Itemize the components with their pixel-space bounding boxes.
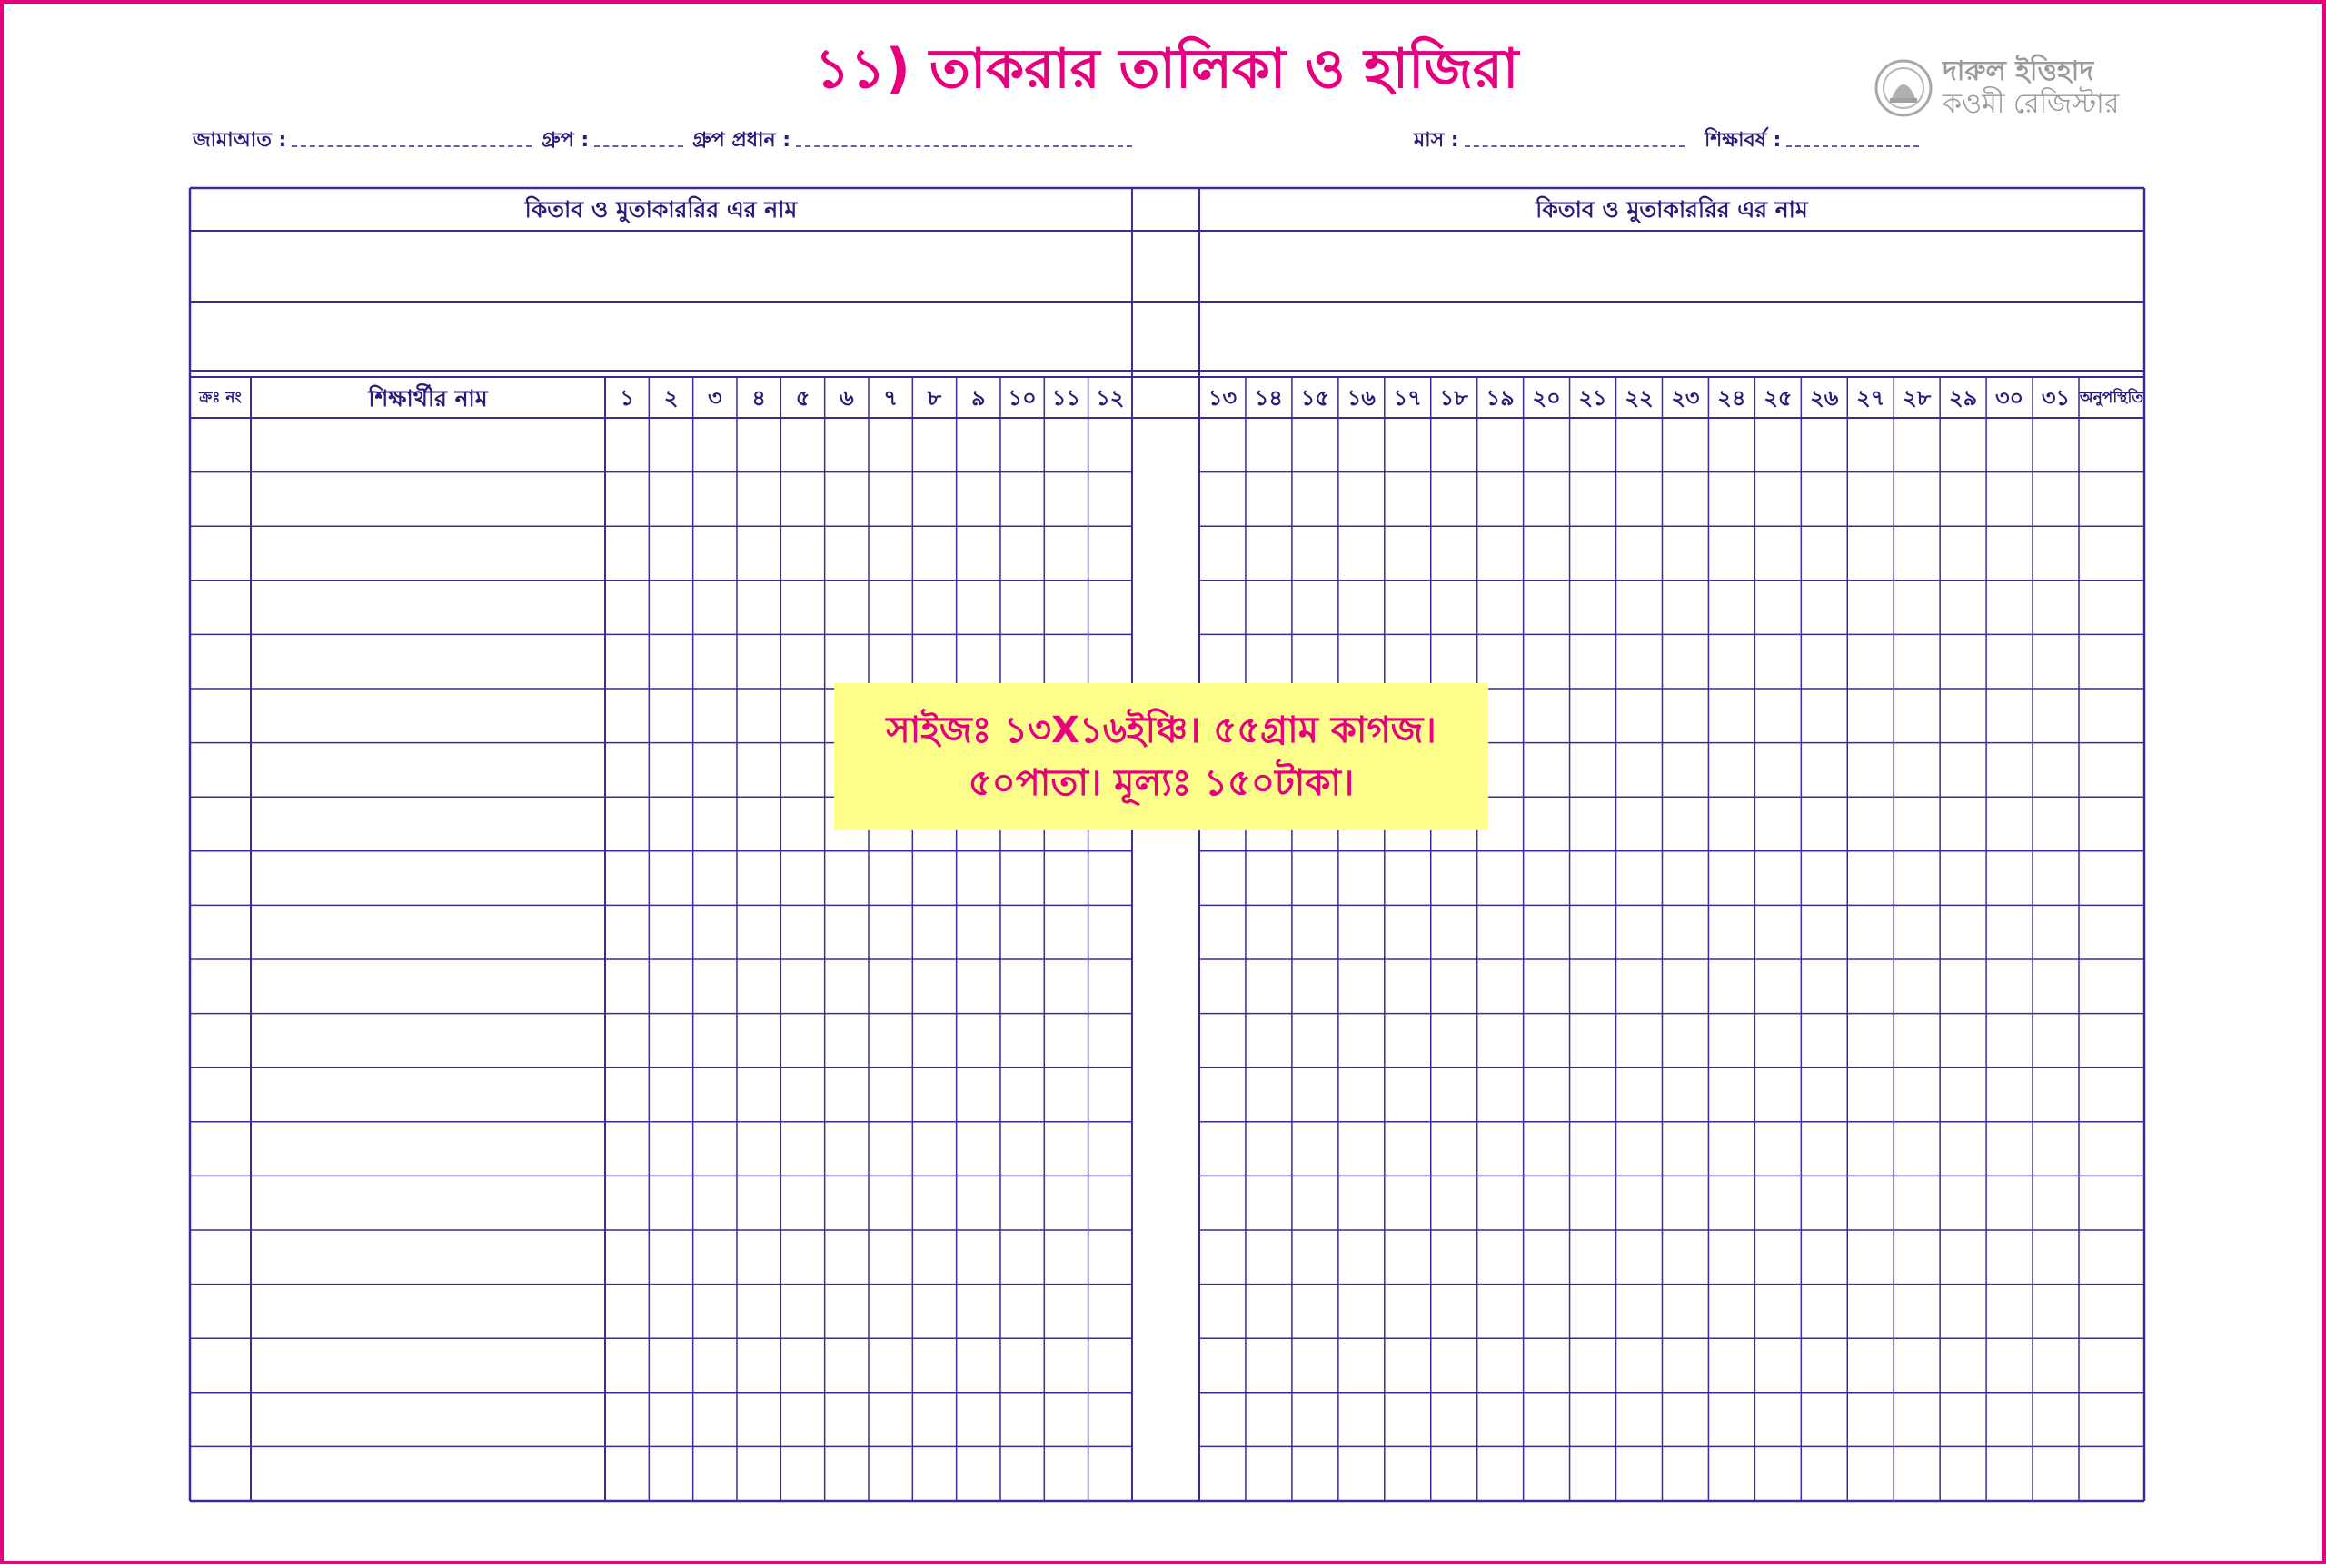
group-label: গ্রুপ : — [542, 129, 590, 152]
year-label: শিক্ষাবর্ষ : — [1705, 129, 1782, 152]
day-header-1: ১ — [620, 385, 634, 411]
day-header-24: ২৪ — [1717, 385, 1746, 411]
day-header-9: ৯ — [971, 385, 986, 411]
day-header-19: ১৯ — [1486, 385, 1515, 411]
group-head-label: গ্রুপ প্রধান : — [692, 129, 791, 152]
left-book-header: কিতাব ও মুতাকাররির এর নাম — [524, 196, 798, 223]
day-header-29: ২৯ — [1949, 385, 1978, 411]
jamaat-label: জামাআত : — [193, 129, 287, 152]
note-line-2: ৫০পাতা। মূল্যঃ ১৫০টাকা। — [968, 762, 1355, 804]
day-header-15: ১৫ — [1300, 385, 1329, 411]
day-header-14: ১৪ — [1254, 385, 1283, 411]
day-header-3: ৩ — [708, 385, 722, 411]
day-header-25: ২৫ — [1764, 385, 1793, 411]
day-header-20: ২০ — [1532, 385, 1561, 411]
day-header-17: ১৭ — [1393, 385, 1422, 411]
day-header-7: ৭ — [883, 385, 898, 411]
day-header-26: ২৬ — [1810, 385, 1839, 411]
day-header-31: ৩১ — [2041, 385, 2071, 411]
day-header-12: ১২ — [1096, 385, 1125, 411]
price-note — [834, 683, 1488, 830]
logo-line-2: কওমী রেজিস্টার — [1943, 88, 2120, 120]
day-header-27: ২৭ — [1856, 385, 1885, 411]
day-header-30: ৩০ — [1994, 385, 2024, 411]
note-line-1: সাইজঃ ১৩X১৬ইঞ্চি। ৫৫গ্রাম কাগজ। — [886, 710, 1436, 751]
student-name-header: শিক্ষার্থীর নাম — [368, 384, 488, 412]
day-header-2: ২ — [663, 385, 679, 411]
day-header-22: ২২ — [1625, 385, 1654, 411]
month-label: মাস : — [1414, 129, 1459, 152]
day-header-8: ৮ — [927, 385, 942, 411]
day-header-4: ৪ — [751, 385, 766, 411]
day-header-6: ৬ — [840, 385, 854, 411]
day-header-16: ১৬ — [1347, 385, 1376, 411]
day-header-21: ২১ — [1578, 385, 1607, 411]
day-header-18: ১৮ — [1439, 385, 1468, 411]
day-header-10: ১০ — [1008, 385, 1037, 411]
serial-header: ক্রঃ নং — [199, 388, 242, 407]
day-header-13: ১৩ — [1208, 385, 1238, 411]
right-book-header: কিতাব ও মুতাকাররির এর নাম — [1536, 196, 1808, 223]
day-header-5: ৫ — [795, 385, 810, 411]
absent-header: অনুপস্থিতি — [2079, 388, 2144, 407]
logo-line-1: দারুল ইত্তিহাদ — [1943, 55, 2094, 87]
day-header-28: ২৮ — [1903, 385, 1932, 411]
day-header-11: ১১ — [1051, 385, 1081, 411]
page-title: ১১) তাকরার তালিকা ও হাজিরা — [814, 37, 1519, 101]
day-header-23: ২৩ — [1671, 385, 1700, 411]
